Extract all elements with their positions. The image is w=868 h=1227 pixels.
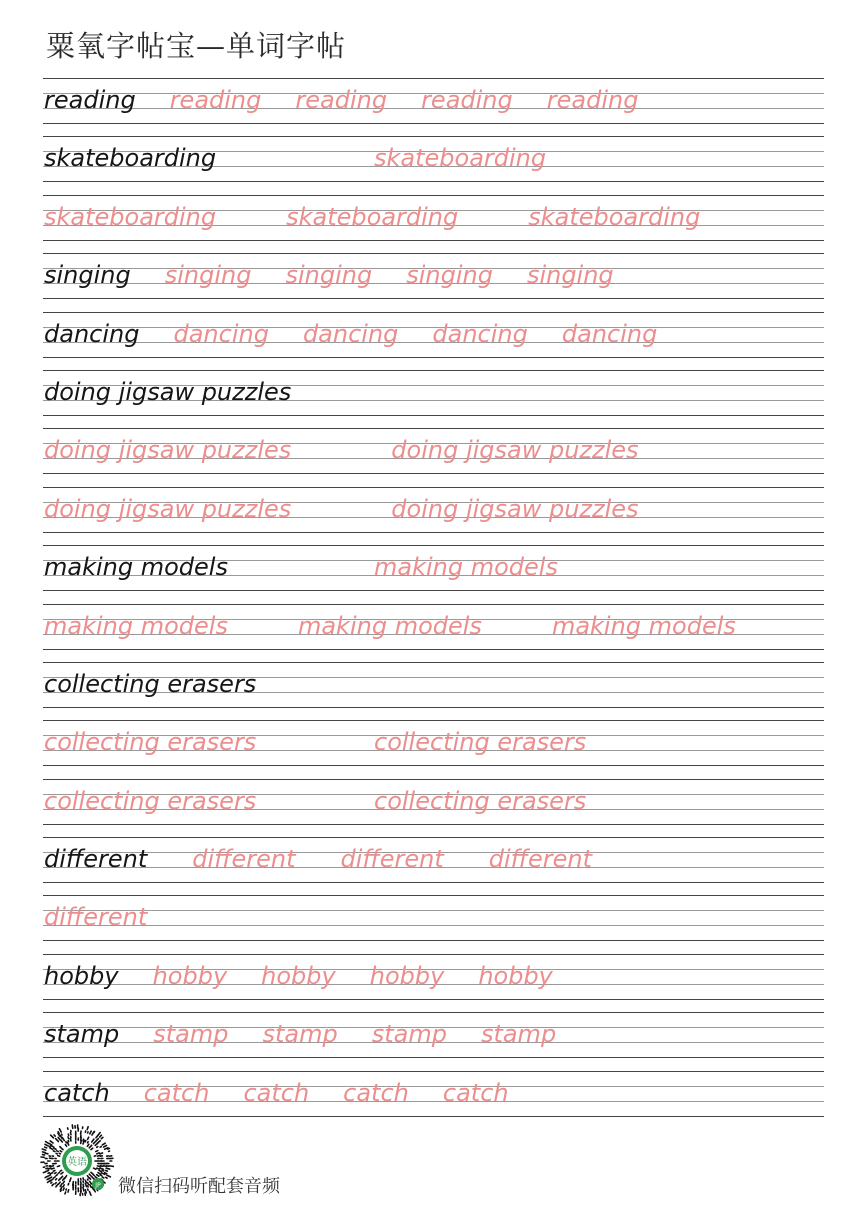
- model-word: different: [44, 845, 148, 874]
- writing-row: [43, 428, 824, 486]
- guide-line: [43, 487, 824, 488]
- guide-line: [43, 195, 824, 196]
- writing-row: [43, 662, 824, 720]
- writing-row: [43, 1012, 824, 1070]
- trace-word: singing: [164, 261, 252, 290]
- trace-word: different: [340, 845, 444, 874]
- qr-corner-text: JP: [95, 1182, 101, 1189]
- model-word: collecting erasers: [44, 669, 257, 698]
- trace-word: singing: [406, 261, 493, 290]
- guide-line: [43, 1012, 824, 1013]
- qr-badge-text: 英语: [67, 1157, 87, 1168]
- guide-line: [43, 910, 824, 911]
- guide-line: [43, 940, 824, 941]
- writing-row: [43, 195, 824, 253]
- writing-row: [43, 604, 824, 662]
- model-word: doing jigsaw puzzles: [44, 377, 292, 406]
- trace-word: stamp: [480, 1020, 557, 1049]
- trace-word: doing jigsaw puzzles: [391, 436, 639, 465]
- trace-word: making models: [297, 611, 482, 640]
- model-word: making models: [44, 553, 228, 582]
- trace-word: making models: [551, 611, 736, 640]
- trace-word: making models: [44, 611, 228, 640]
- guide-line: [43, 532, 824, 533]
- writing-rows: [43, 78, 824, 1129]
- trace-word: dancing: [173, 319, 269, 348]
- trace-word: hobby: [478, 961, 553, 990]
- guide-line: [43, 720, 824, 721]
- trace-word: stamp: [153, 1020, 229, 1049]
- guide-line: [43, 1071, 824, 1072]
- trace-word: collecting erasers: [374, 786, 587, 815]
- guide-line: [43, 357, 824, 358]
- model-word: catch: [44, 1078, 110, 1107]
- page-title: 粟氧字帖宝—单词字帖: [46, 29, 347, 63]
- writing-row: [43, 1071, 824, 1129]
- trace-word: singing: [285, 261, 373, 290]
- writing-row: [43, 837, 824, 895]
- trace-word: skateboarding: [528, 202, 701, 231]
- guide-line: [43, 545, 824, 546]
- trace-word: different: [44, 903, 148, 932]
- trace-word: catch: [442, 1078, 509, 1107]
- trace-word: stamp: [262, 1020, 338, 1049]
- guide-line: [43, 253, 824, 254]
- qr-code-icon[interactable]: [40, 1124, 114, 1198]
- trace-word: hobby: [369, 961, 445, 990]
- writing-row: [43, 370, 824, 428]
- guide-line: [43, 1057, 824, 1058]
- guide-line: [43, 707, 824, 708]
- writing-row: [43, 487, 824, 545]
- writing-row: [43, 954, 824, 1012]
- guide-line: [43, 765, 824, 766]
- model-word: hobby: [44, 961, 119, 990]
- guide-line: [43, 312, 824, 313]
- guide-line: [43, 370, 824, 371]
- guide-line: [43, 240, 824, 241]
- writing-row: [43, 253, 824, 311]
- guide-line: [43, 999, 824, 1000]
- trace-word: collecting erasers: [44, 786, 257, 815]
- trace-word: hobby: [261, 961, 336, 990]
- trace-word: catch: [343, 1078, 409, 1107]
- trace-word: skateboarding: [44, 202, 217, 231]
- trace-word: making models: [374, 553, 558, 582]
- guide-line: [43, 837, 824, 838]
- model-word: stamp: [44, 1020, 120, 1049]
- guide-line: [43, 590, 824, 591]
- footer: [40, 1124, 440, 1204]
- writing-row: [43, 78, 824, 136]
- writing-row: [43, 895, 824, 953]
- trace-word: hobby: [152, 961, 228, 990]
- guide-line: [43, 824, 824, 825]
- writing-row: [43, 720, 824, 778]
- trace-word: dancing: [432, 319, 528, 348]
- trace-word: dancing: [561, 319, 658, 348]
- trace-word: stamp: [371, 1020, 447, 1049]
- trace-word: doing jigsaw puzzles: [44, 494, 292, 523]
- writing-row: [43, 136, 824, 194]
- guide-line: [43, 473, 824, 474]
- trace-word: collecting erasers: [44, 728, 257, 757]
- guide-line: [43, 779, 824, 780]
- trace-word: collecting erasers: [374, 728, 587, 757]
- trace-word: catch: [143, 1078, 210, 1107]
- trace-word: singing: [526, 261, 614, 290]
- guide-line: [43, 181, 824, 182]
- model-word: singing: [44, 261, 131, 290]
- guide-line: [43, 925, 824, 926]
- model-word: dancing: [44, 319, 140, 348]
- guide-line: [43, 604, 824, 605]
- trace-word: reading: [546, 86, 639, 114]
- writing-row: [43, 779, 824, 837]
- trace-word: different: [488, 845, 592, 874]
- trace-word: skateboarding: [286, 202, 459, 231]
- trace-word: doing jigsaw puzzles: [391, 494, 639, 523]
- model-word: reading: [44, 86, 136, 114]
- guide-line: [43, 428, 824, 429]
- writing-row: [43, 312, 824, 370]
- trace-word: doing jigsaw puzzles: [44, 436, 292, 465]
- trace-word: dancing: [302, 319, 399, 348]
- guide-line: [43, 649, 824, 650]
- guide-line: [43, 895, 824, 896]
- guide-line: [43, 136, 824, 137]
- guide-line: [43, 415, 824, 416]
- writing-row: [43, 545, 824, 603]
- trace-word: different: [192, 845, 296, 874]
- trace-word: skateboarding: [374, 144, 547, 173]
- trace-word: reading: [169, 86, 262, 114]
- guide-line: [43, 954, 824, 955]
- trace-word: catch: [243, 1078, 310, 1107]
- guide-line: [43, 298, 824, 299]
- guide-line: [43, 123, 824, 124]
- guide-line: [43, 1116, 824, 1117]
- guide-line: [43, 882, 824, 883]
- model-word: skateboarding: [44, 144, 217, 173]
- trace-word: reading: [421, 86, 513, 114]
- footer-audio-text: 微信扫码听配套音频: [118, 1176, 280, 1197]
- guide-line: [43, 662, 824, 663]
- trace-word: reading: [295, 86, 388, 114]
- guide-line: [43, 78, 824, 79]
